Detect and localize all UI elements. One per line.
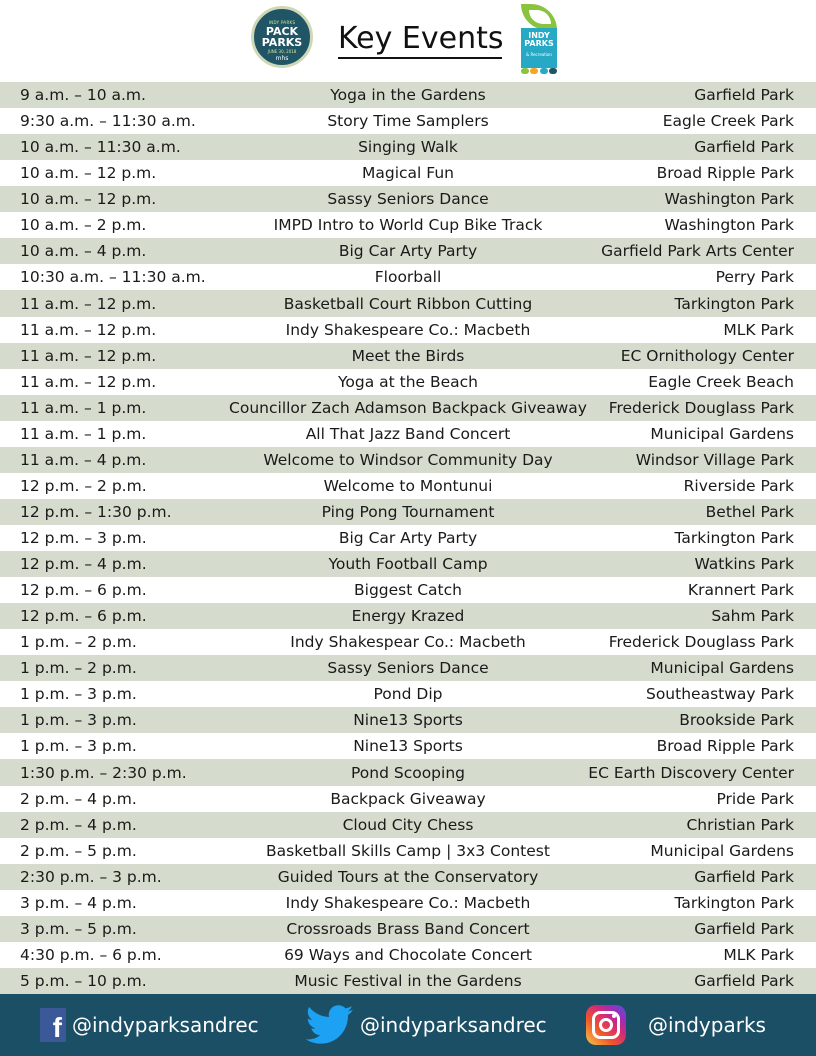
logo-text: mhs	[275, 55, 289, 62]
event-time: 9:30 a.m. – 11:30 a.m.	[20, 112, 196, 130]
event-location: Tarkington Park	[674, 529, 794, 547]
event-name: Pond Scooping	[350, 763, 465, 782]
event-location: Windsor Village Park	[635, 451, 794, 469]
logo-dot	[540, 68, 548, 74]
facebook-handle: @indyparksandrec	[72, 1013, 259, 1037]
event-location: Garfield Park	[694, 86, 794, 104]
event-location: Riverside Park	[683, 477, 794, 495]
event-row	[0, 786, 816, 812]
event-name: Sassy Seniors Dance	[327, 190, 489, 208]
event-row	[0, 238, 816, 264]
event-name: Big Car Arty Party	[338, 529, 478, 547]
event-time: 1 p.m. – 3 p.m.	[20, 711, 137, 729]
logo-text: PACK PARKS	[261, 25, 303, 49]
event-row	[0, 186, 816, 212]
event-time: 4:30 p.m. – 6 p.m.	[20, 946, 162, 964]
event-row	[0, 290, 816, 317]
event-location: Frederick Douglass Park	[608, 633, 794, 651]
logo-text: & Recreation	[526, 52, 552, 57]
event-time: 1:30 p.m. – 2:30 p.m.	[20, 763, 187, 782]
event-name: Sassy Seniors Dance	[327, 659, 489, 677]
event-location: EC Ornithology Center	[620, 347, 794, 365]
event-row	[0, 317, 816, 343]
event-location: Tarkington Park	[674, 894, 794, 912]
event-location: Washington Park	[664, 190, 794, 208]
event-name: Floorball	[374, 268, 442, 286]
event-row	[0, 759, 816, 786]
event-time: 12 p.m. – 3 p.m.	[20, 529, 147, 547]
indy-parks-logo	[519, 4, 559, 74]
event-time: 11 a.m. – 12 p.m.	[20, 294, 157, 313]
event-location: Bethel Park	[705, 503, 794, 521]
event-time: 9 a.m. – 10 a.m.	[20, 86, 146, 104]
page-header	[0, 0, 816, 78]
event-location: EC Earth Discovery Center	[588, 763, 794, 782]
event-row	[0, 212, 816, 238]
event-row	[0, 421, 816, 447]
instagram-icon	[586, 1005, 626, 1045]
event-name: Biggest Catch	[354, 581, 462, 599]
event-row	[0, 551, 816, 577]
event-name: Nine13 Sports	[353, 737, 463, 755]
event-time: 10 a.m. – 12 p.m.	[20, 190, 157, 208]
event-name: Welcome to Montunui	[323, 477, 493, 495]
event-name: Meet the Birds	[351, 347, 465, 365]
event-row	[0, 603, 816, 629]
event-name: Indy Shakespear Co.: Macbeth	[290, 633, 526, 651]
event-row	[0, 473, 816, 499]
event-location: Watkins Park	[694, 555, 794, 573]
event-name: IMPD Intro to World Cup Bike Track	[273, 216, 543, 234]
event-name: Story Time Samplers	[327, 112, 489, 130]
event-name: Guided Tours at the Conservatory	[277, 868, 539, 886]
event-name: Music Festival in the Gardens	[294, 972, 522, 990]
event-location: Pride Park	[716, 790, 794, 808]
logo-text: INDY	[528, 31, 550, 40]
facebook-icon: f	[40, 1008, 66, 1042]
instagram-link[interactable]	[586, 994, 766, 1056]
event-location: Garfield Park	[694, 868, 794, 886]
event-name: Energy Krazed	[351, 607, 465, 625]
event-location: Perry Park	[715, 268, 794, 286]
event-time: 1 p.m. – 3 p.m.	[20, 737, 137, 755]
facebook-link[interactable]	[40, 994, 259, 1056]
events-table	[0, 82, 816, 994]
event-name: Magical Fun	[362, 164, 454, 182]
event-name: Youth Football Camp	[328, 555, 488, 573]
event-row	[0, 369, 816, 395]
event-location: MLK Park	[723, 946, 794, 964]
event-row	[0, 577, 816, 603]
social-footer	[0, 994, 816, 1056]
event-name: All That Jazz Band Concert	[305, 425, 511, 443]
event-row	[0, 812, 816, 838]
event-time: 10 a.m. – 4 p.m.	[20, 242, 147, 260]
page-title: Key Events	[338, 19, 502, 59]
event-location: Eagle Creek Park	[662, 112, 794, 130]
twitter-icon	[306, 1005, 354, 1045]
event-name: Welcome to Windsor Community Day	[263, 451, 553, 469]
event-name: Basketball Court Ribbon Cutting	[283, 294, 533, 313]
event-time: 3 p.m. – 5 p.m.	[20, 920, 137, 938]
event-name: Pond Dip	[373, 685, 443, 703]
event-row	[0, 395, 816, 421]
event-row	[0, 890, 816, 916]
event-time: 3 p.m. – 4 p.m.	[20, 894, 137, 912]
event-row	[0, 838, 816, 864]
event-time: 11 a.m. – 1 p.m.	[20, 425, 147, 443]
event-row	[0, 82, 816, 108]
event-row	[0, 681, 816, 707]
event-location: Southeastway Park	[645, 685, 794, 703]
event-time: 2 p.m. – 4 p.m.	[20, 816, 137, 834]
event-time: 11 a.m. – 12 p.m.	[20, 321, 157, 339]
event-location: Municipal Gardens	[650, 842, 794, 860]
event-name: Basketball Skills Camp | 3x3 Contest	[266, 842, 550, 860]
event-location: Municipal Gardens	[650, 425, 794, 443]
event-row	[0, 499, 816, 525]
event-location: Washington Park	[664, 216, 794, 234]
event-location: Municipal Gardens	[650, 659, 794, 677]
event-time: 12 p.m. – 2 p.m.	[20, 477, 147, 495]
event-name: 69 Ways and Chocolate Concert	[284, 946, 532, 964]
event-location: Garfield Park	[694, 972, 794, 990]
event-location: Garfield Park Arts Center	[601, 242, 794, 260]
event-row	[0, 733, 816, 759]
logo-color-dots	[521, 68, 557, 74]
event-name: Crossroads Brass Band Concert	[286, 920, 530, 938]
event-location: Garfield Park	[694, 920, 794, 938]
event-row	[0, 942, 816, 968]
event-name: Indy Shakespeare Co.: Macbeth	[285, 321, 531, 339]
event-row	[0, 134, 816, 160]
logo-dot	[530, 68, 538, 74]
event-row	[0, 968, 816, 994]
twitter-link[interactable]	[306, 994, 547, 1056]
event-time: 1 p.m. – 2 p.m.	[20, 633, 137, 651]
event-name: Yoga at the Beach	[337, 373, 479, 391]
event-location: Garfield Park	[694, 138, 794, 156]
event-row	[0, 160, 816, 186]
logo-dot	[549, 68, 557, 74]
event-time: 2 p.m. – 5 p.m.	[20, 842, 137, 860]
event-name: Nine13 Sports	[353, 711, 463, 729]
event-name: Yoga in the Gardens	[330, 86, 486, 104]
event-time: 12 p.m. – 6 p.m.	[20, 581, 147, 599]
event-location: Sahm Park	[711, 607, 794, 625]
event-row	[0, 655, 816, 681]
event-location: MLK Park	[723, 321, 794, 339]
event-time: 12 p.m. – 1:30 p.m.	[20, 503, 172, 521]
instagram-handle: @indyparks	[648, 1013, 766, 1037]
event-time: 12 p.m. – 6 p.m.	[20, 607, 147, 625]
twitter-handle: @indyparksandrec	[360, 1013, 547, 1037]
event-time: 11 a.m. – 4 p.m.	[20, 451, 147, 469]
event-name: Singing Walk	[358, 138, 458, 156]
event-name: Ping Pong Tournament	[321, 503, 495, 521]
leaf-icon	[521, 4, 557, 30]
event-row	[0, 629, 816, 655]
event-location: Broad Ripple Park	[656, 164, 794, 182]
event-row	[0, 264, 816, 290]
event-location: Tarkington Park	[674, 294, 794, 313]
event-name: Councillor Zach Adamson Backpack Giveaway	[229, 399, 587, 417]
logo-text: INDY PARKS	[268, 20, 296, 25]
event-name: Backpack Giveaway	[330, 790, 486, 808]
logo-text: PARKS	[524, 39, 554, 48]
event-time: 12 p.m. – 4 p.m.	[20, 555, 147, 573]
event-time: 5 p.m. – 10 p.m.	[20, 972, 147, 990]
event-row	[0, 447, 816, 473]
event-time: 10 a.m. – 11:30 a.m.	[20, 138, 181, 156]
logo-dot	[521, 68, 529, 74]
event-name: Cloud City Chess	[342, 816, 474, 834]
event-location: Frederick Douglass Park	[608, 399, 794, 417]
event-time: 11 a.m. – 12 p.m.	[20, 347, 157, 365]
event-time: 10 a.m. – 2 p.m.	[20, 216, 147, 234]
event-time: 2 p.m. – 4 p.m.	[20, 790, 137, 808]
event-time: 10 a.m. – 12 p.m.	[20, 164, 157, 182]
event-location: Christian Park	[686, 816, 794, 834]
event-name: Indy Shakespeare Co.: Macbeth	[285, 894, 531, 912]
event-row	[0, 108, 816, 134]
event-time: 2:30 p.m. – 3 p.m.	[20, 868, 162, 886]
event-time: 11 a.m. – 12 p.m.	[20, 373, 157, 391]
event-name: Big Car Arty Party	[338, 242, 478, 260]
event-row	[0, 343, 816, 369]
event-row	[0, 864, 816, 890]
event-location: Broad Ripple Park	[656, 737, 794, 755]
event-time: 10:30 a.m. – 11:30 a.m.	[20, 268, 206, 286]
event-location: Eagle Creek Beach	[648, 373, 794, 391]
logo-text: JUNE 30, 2018	[267, 49, 297, 54]
logo-box	[521, 28, 557, 68]
event-location: Krannert Park	[687, 581, 794, 599]
event-time: 1 p.m. – 2 p.m.	[20, 659, 137, 677]
event-row	[0, 916, 816, 942]
event-time: 1 p.m. – 3 p.m.	[20, 685, 137, 703]
event-row	[0, 525, 816, 551]
pack-the-parks-logo	[251, 6, 313, 68]
event-row	[0, 707, 816, 733]
event-time: 11 a.m. – 1 p.m.	[20, 399, 147, 417]
event-location: Brookside Park	[679, 711, 794, 729]
